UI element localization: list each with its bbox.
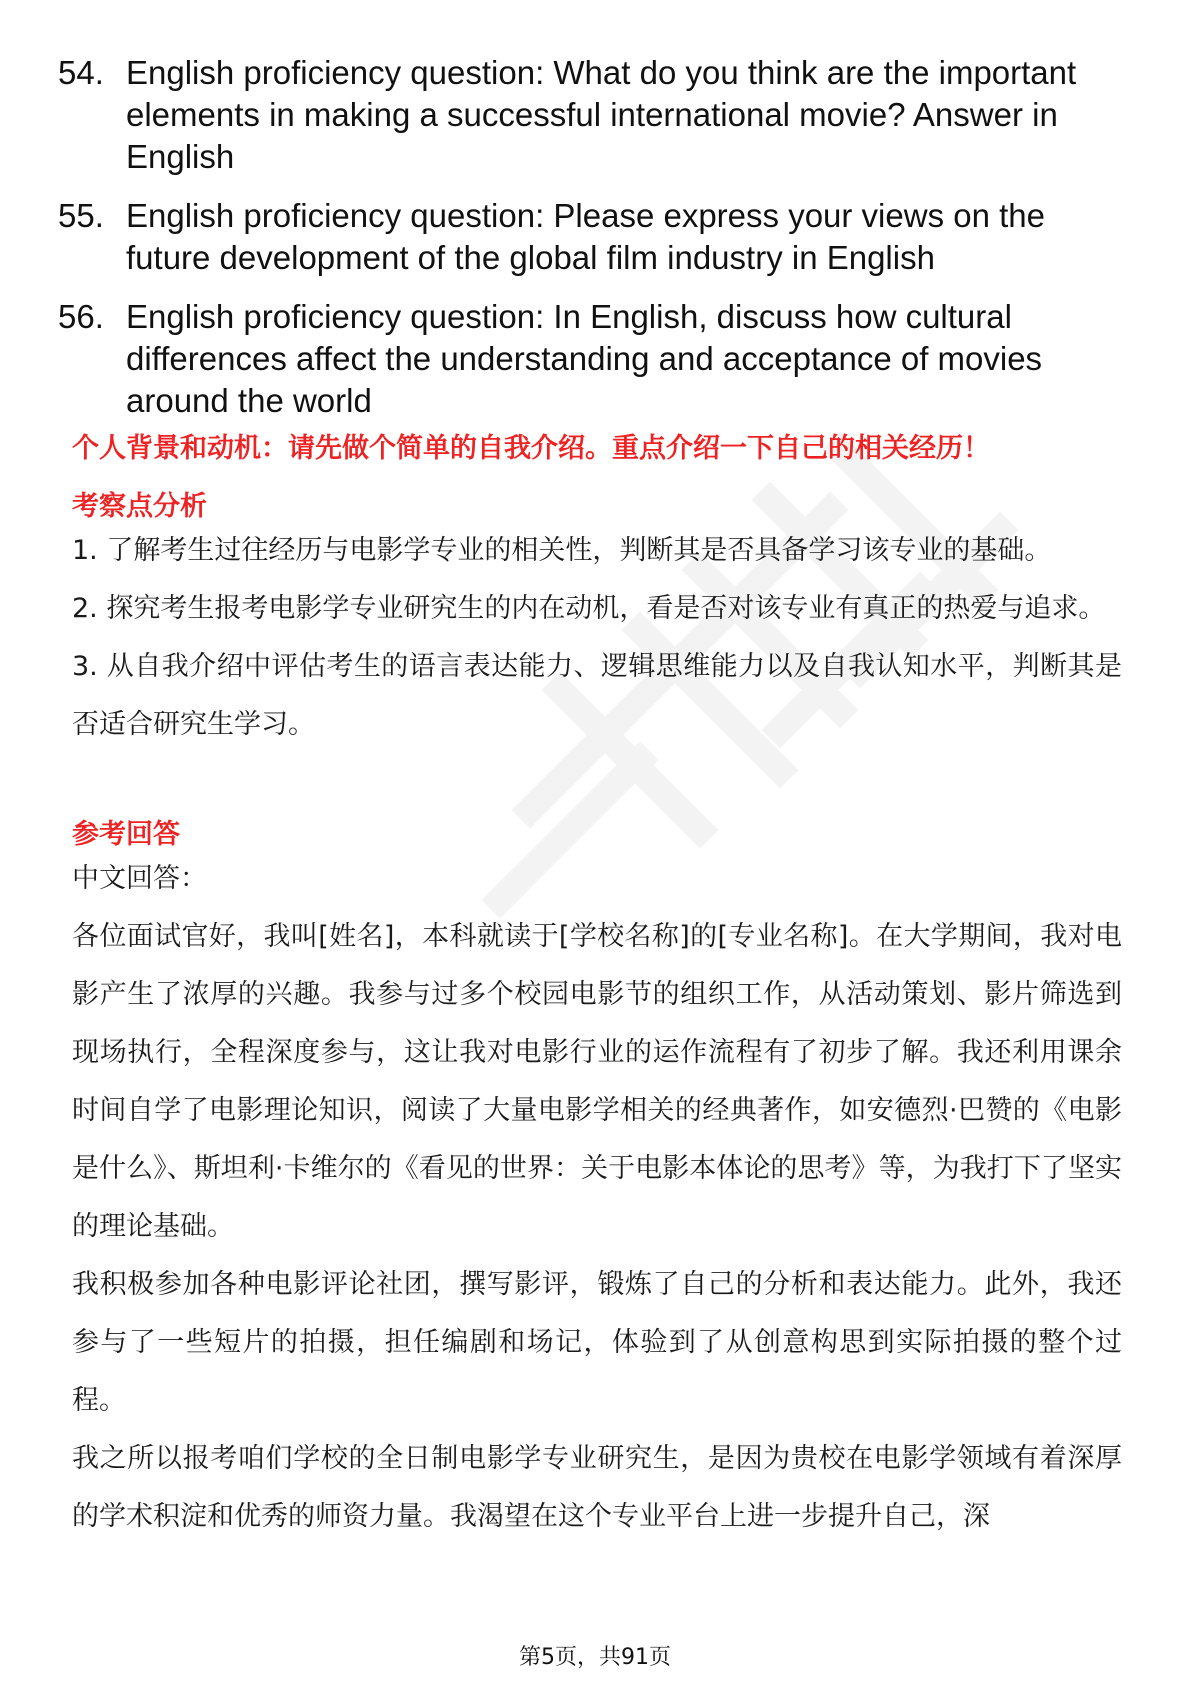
question-number: 54. [58,54,104,91]
analysis-point: 2. 探究考生报考电影学专业研究生的内在动机，看是否对该专业有真正的热爱与追求。 [72,593,1106,624]
question-item [58,52,1118,178]
answer-paragraph: 各位面试官好，我叫[姓名]，本科就读于[学校名称]的[专业名称]。在大学期间，我对电影产生了浓厚的兴趣。我参与过多个校园电影节的组织工作，从活动策划、影片筛选到现场执行，全程深度参与，这让我对电影行业的运作流程有了初步了解。我还利用课余时间自学了电影理论知识，阅读了大量电影学相关的经典著作，如安德烈·巴赞的《电影是什么》、斯坦利·卡维尔的《看见的世界：关于电影本体论的思考》等，为我打下了坚实的理论基础。 [72,921,1122,1242]
answer-paragraph: 我之所以报考咱们学校的全日制电影学专业研究生，是因为贵校在电影学领域有着深厚的学术积淀和优秀的师资力量。我渴望在这个专业平台上进一步提升自己，深 [72,1443,1122,1532]
answer-paragraph: 我积极参加各种电影评论社团，撰写影评，锻炼了自己的分析和表达能力。此外，我还参与了一些短片的拍摄，担任编剧和场记，体验到了从创意构思到实际拍摄的整个过程。 [72,1269,1122,1416]
question-item [58,195,1118,279]
reference-answer [72,850,1122,1546]
question-number: 56. [58,298,104,335]
analysis-point: 1. 了解考生过往经历与电影学专业的相关性，判断其是否具备学习该专业的基础。 [72,535,1052,566]
analysis-heading: 考察点分析 [72,491,207,522]
question-list [58,52,1118,439]
reference-heading: 参考回答 [72,819,180,850]
question-text: English proficiency question: What do you think are the important elements in making a successful international movie? Answer in English [126,54,1077,175]
answer-label: 中文回答： [72,863,207,894]
question-text: English proficiency question: Please express your views on the future development of the global film industry in English [126,197,1045,276]
analysis-points [72,522,1122,754]
page-number: 第5页，共91页 [519,1645,671,1670]
analysis-point: 3. 从自我介绍中评估考生的语言表达能力、逻辑思维能力以及自我认知水平，判断其是否适合研究生学习。 [72,651,1122,740]
question-text: English proficiency question: In English, discuss how cultural differences affect the understanding and acceptance of movies around the world [126,298,1043,419]
question-item [58,296,1118,422]
section-title: 个人背景和动机：请先做个简单的自我介绍。重点介绍一下自己的相关经历！ [72,433,990,464]
question-number: 55. [58,197,104,234]
